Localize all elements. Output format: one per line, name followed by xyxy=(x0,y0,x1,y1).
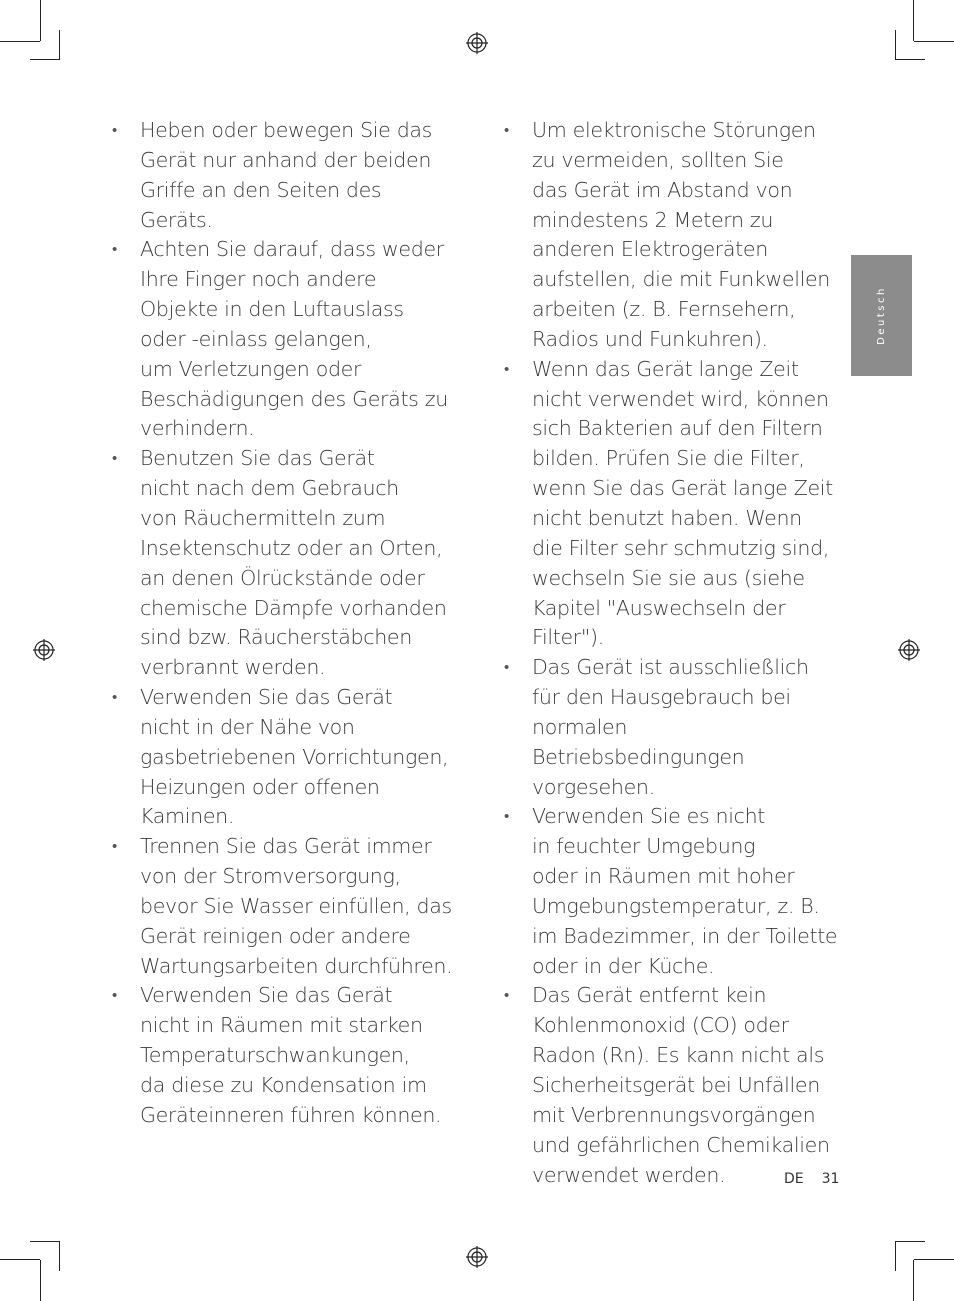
list-item xyxy=(108,981,456,1130)
list-item xyxy=(500,981,840,1190)
crop-mark xyxy=(59,30,60,60)
bullet: • xyxy=(112,837,117,856)
crop-mark xyxy=(895,59,925,60)
crop-mark xyxy=(30,59,60,60)
list-item xyxy=(500,116,840,355)
crop-mark xyxy=(913,1260,914,1301)
bullet: • xyxy=(112,449,117,468)
list-item-text: Das Gerät entfernt kein Kohlenmonoxid (CO) oder Radon (Rn). Es kann nicht als Sicherheitsgerät bei Unfällen mit Verbrennungsvorgängen und gefährlichen Chemikalien verwendet werden. xyxy=(532,983,830,1187)
list-item xyxy=(108,235,456,444)
bullet: • xyxy=(112,688,117,707)
list-item xyxy=(500,802,840,981)
list-item xyxy=(108,832,456,981)
crop-mark xyxy=(0,41,40,42)
left-column-list xyxy=(108,116,456,1131)
list-item xyxy=(500,653,840,802)
crop-mark xyxy=(59,1241,60,1271)
crop-mark xyxy=(40,1260,41,1301)
list-item-text: Das Gerät ist ausschließlich für den Hausgebrauch bei normalen Betriebsbedingungen vorgesehen. xyxy=(532,655,809,799)
crop-mark xyxy=(895,1241,925,1242)
crop-mark xyxy=(913,0,914,41)
page-footer xyxy=(784,1171,839,1187)
list-item xyxy=(108,683,456,832)
list-item xyxy=(500,355,840,653)
list-item-text: Verwenden Sie das Gerät nicht in der Nähe von gasbetriebenen Vorrichtungen, Heizungen oder offenen Kaminen. xyxy=(140,685,449,829)
bullet: • xyxy=(112,121,117,139)
list-item-text: Trennen Sie das Gerät immer von der Stromversorgung, bevor Sie Wasser einfüllen, das Gerät reinigen oder andere Wartungsarbeiten durchführen. xyxy=(140,834,453,978)
list-item-text: Benutzen Sie das Gerät nicht nach dem Gebrauch von Räuchermitteln zum Insektenschutz oder an Orten, an denen Ölrückstände oder chemische Dämpfe vorhanden sind bzw. Räucherstäbchen verbrannt werden. xyxy=(140,446,447,680)
list-item xyxy=(108,116,456,235)
crop-mark xyxy=(914,1259,954,1260)
footer-language-code: DE xyxy=(784,1171,804,1187)
crop-mark xyxy=(895,30,896,60)
list-item-text: Achten Sie darauf, dass weder Ihre Finger noch andere Objekte in den Luftauslass oder -einlass gelangen, um Verletzungen oder Beschädigungen des Geräts zu verhindern. xyxy=(140,237,448,441)
crop-mark xyxy=(914,41,954,42)
bullet: • xyxy=(504,986,509,1005)
bullet: • xyxy=(504,807,509,826)
list-item-text: Heben oder bewegen Sie das Gerät nur anhand der beiden Griffe an den Seiten des Geräts. xyxy=(140,118,433,232)
bullet: • xyxy=(112,240,117,259)
bullet: • xyxy=(504,121,509,139)
list-item-text: Verwenden Sie das Gerät nicht in Räumen mit starken Temperaturschwankungen, da diese zu Kondensation im Geräteinneren führen können. xyxy=(140,983,442,1127)
list-item-text: Wenn das Gerät lange Zeit nicht verwendet wird, können sich Bakterien auf den Filtern bilden. Prüfen Sie die Filter, wenn Sie das Gerät lange Zeit nicht benutzt haben. Wenn die Filter sehr schmutzig sind, wechseln Sie sie aus (siehe Kapitel "Auswechseln der Filter"). xyxy=(532,356,833,650)
crop-mark xyxy=(895,1241,896,1271)
crop-mark xyxy=(30,1241,60,1242)
language-tab-label: Deutsch xyxy=(875,286,887,345)
list-item xyxy=(108,444,456,683)
bullet: • xyxy=(504,658,509,677)
bullet: • xyxy=(504,359,509,378)
registration-mark-icon xyxy=(466,1246,488,1268)
crop-mark xyxy=(40,0,41,41)
crop-mark xyxy=(0,1259,40,1260)
list-item-text: Um elektronische Störungen zu vermeiden, sollten Sie das Gerät im Abstand von mindestens 2 Metern zu anderen Elektrogeräten aufstellen, die mit Funkwellen arbeiten (z. B. Fernsehern, Radios und Funkuhren). xyxy=(532,118,830,351)
registration-mark-icon xyxy=(466,32,488,54)
registration-mark-icon xyxy=(898,639,920,661)
page-number: 31 xyxy=(821,1171,840,1187)
right-column-list xyxy=(500,116,840,1190)
registration-mark-icon xyxy=(33,639,55,661)
language-tab xyxy=(851,255,912,376)
list-item-text: Verwenden Sie es nicht in feuchter Umgebung oder in Räumen mit hoher Umgebungstemperatur, z. B. im Badezimmer, in der Toilette oder in der Küche. xyxy=(532,804,838,978)
bullet: • xyxy=(112,986,117,1005)
